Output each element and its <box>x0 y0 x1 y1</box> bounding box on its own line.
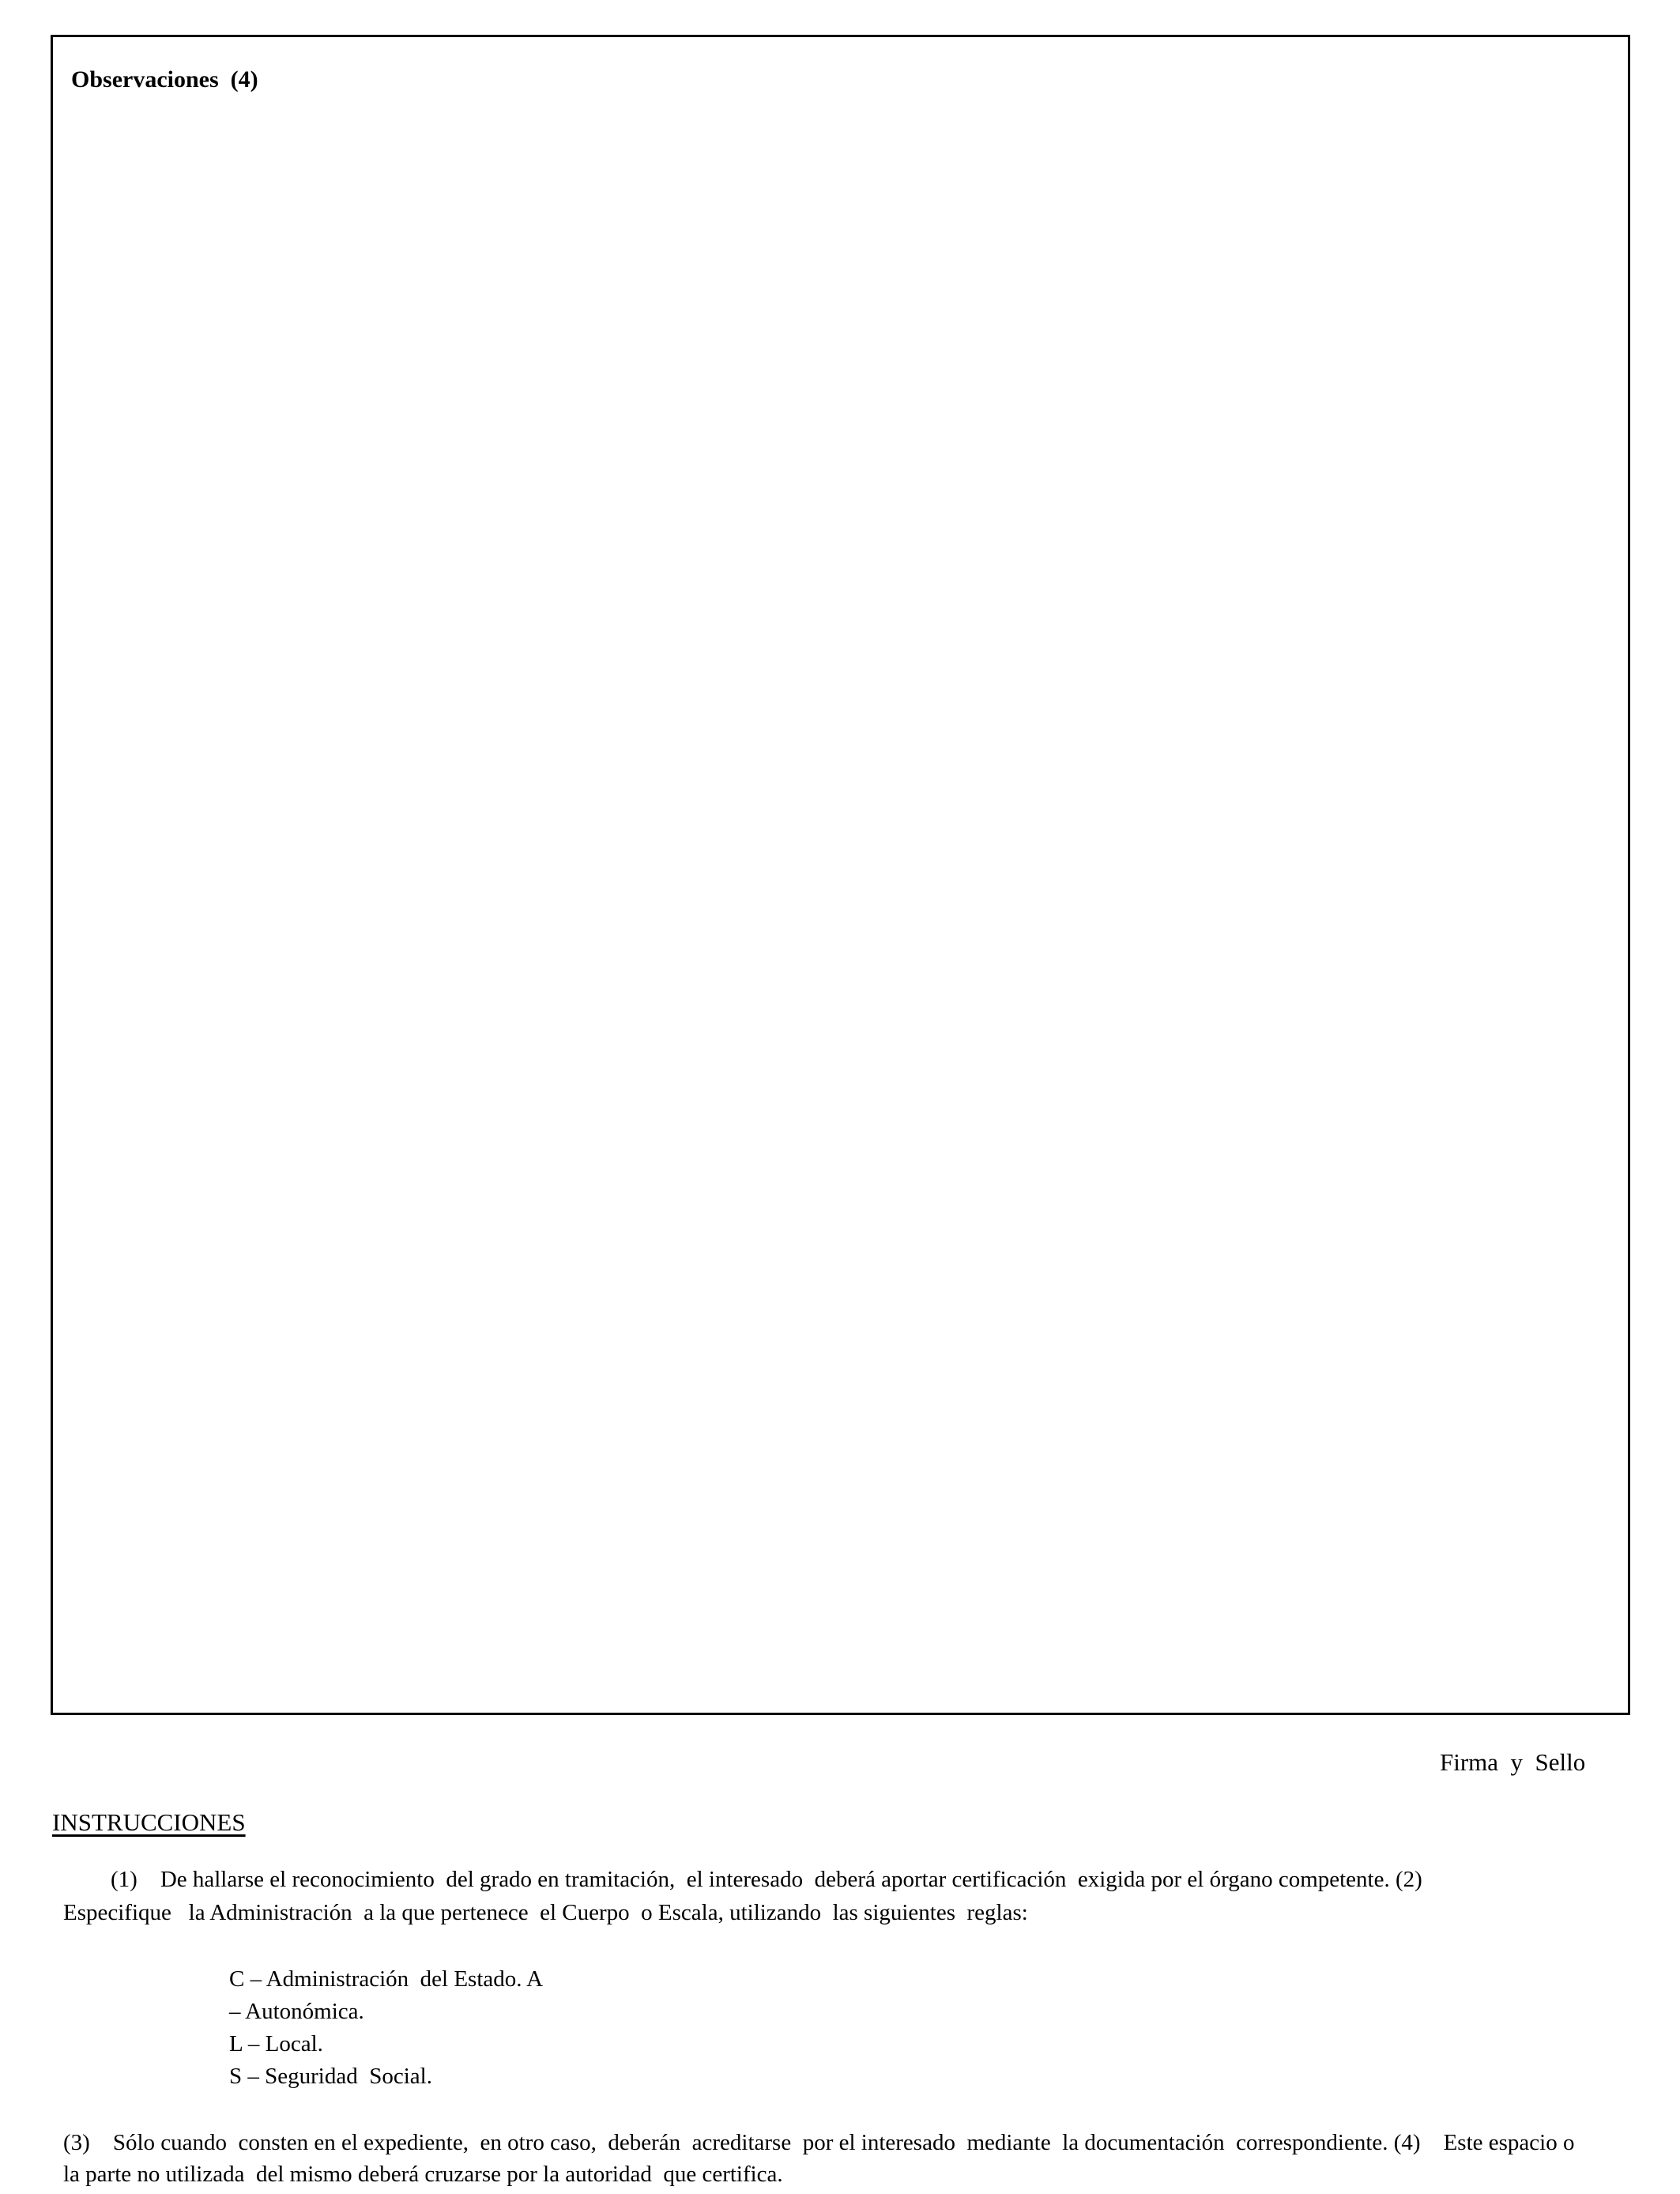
instructions-heading: INSTRUCCIONES <box>52 1808 246 1836</box>
signature-label: Firma y Sello <box>1440 1748 1586 1776</box>
instruction-line-3: (3) Sólo cuando consten en el expediente, en otro caso, deberán acreditarse por el interesado mediante la documentación correspondiente. (4) Este espacio o <box>63 2130 1575 2155</box>
rule-item: S – Seguridad Social. <box>229 2064 432 2089</box>
observations-box[interactable] <box>51 35 1630 1715</box>
rule-item: C – Administración del Estado. A <box>229 1966 544 1992</box>
instruction-line-1: (1) De hallarse el reconocimiento del grado en tramitación, el interesado deberá aportar certificación exigida por el órgano competente. (2) <box>111 1867 1422 1892</box>
rule-item: – Autonómica. <box>229 1999 364 2024</box>
instruction-line-2: Especifique la Administración a la que pertenece el Cuerpo o Escala, utilizando las siguientes reglas: <box>63 1900 1028 1925</box>
rule-item: L – Local. <box>229 2031 323 2056</box>
instruction-line-4: la parte no utilizada del mismo deberá cruzarse por la autoridad que certifica. <box>63 2162 783 2187</box>
observations-title: Observaciones (4) <box>71 66 258 92</box>
